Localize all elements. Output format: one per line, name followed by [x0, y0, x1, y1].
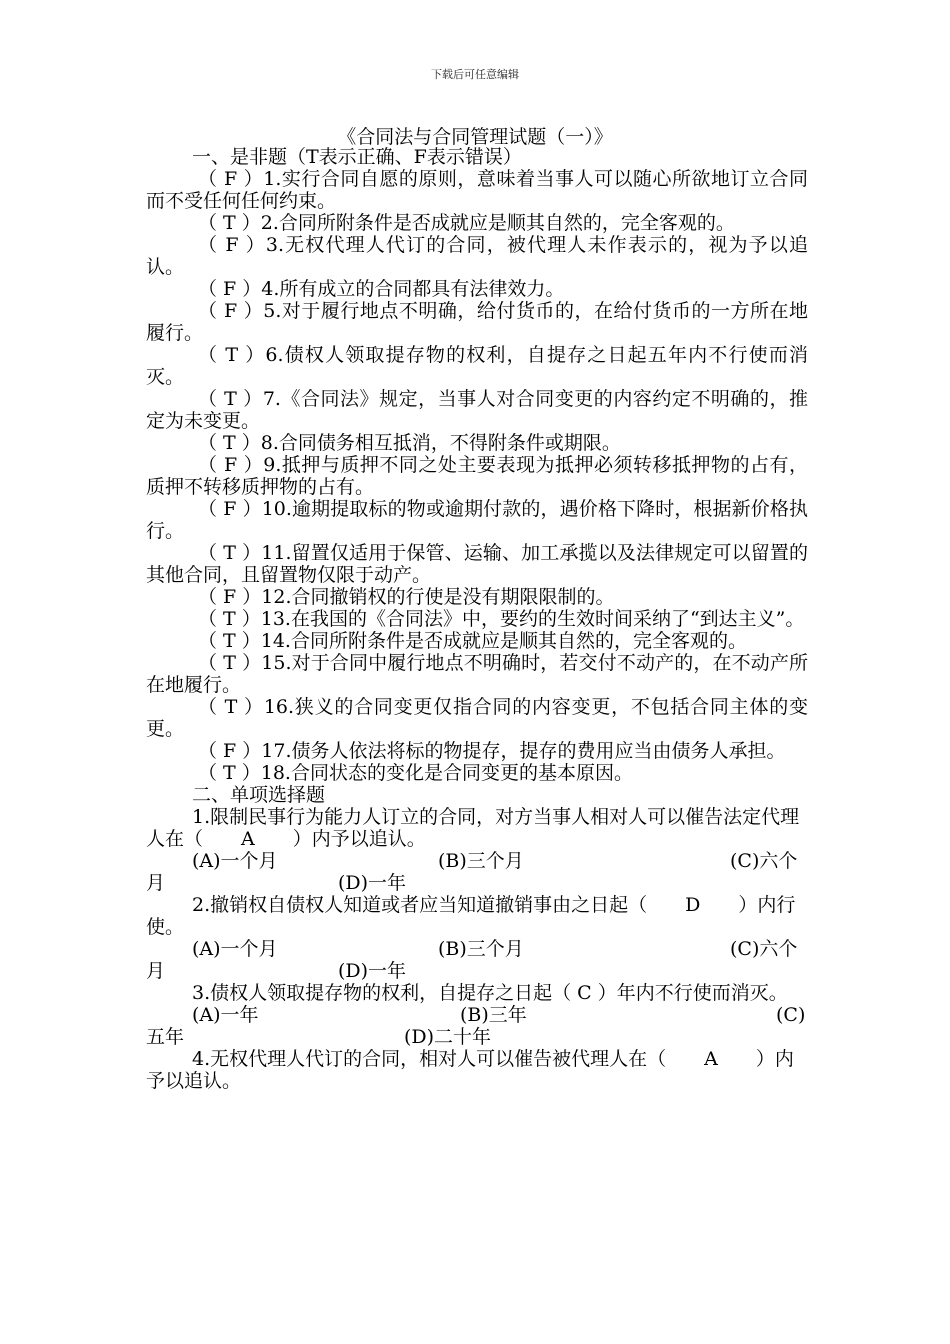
tf-item: （ T ）6.债权人领取提存物的权利，自提存之日起五年内不行使而消灭。 — [146, 344, 808, 388]
header-note: 下载后可任意编辑 — [431, 68, 519, 81]
tf-item: （ T ）16.狭义的合同变更仅指合同的内容变更，不包括合同主体的变更。 — [146, 696, 808, 740]
mc-question: 3.债权人领取提存物的权利，自提存之日起（ C ）年内不行使而消灭。 — [192, 982, 788, 1004]
tf-item: （ T ）8.合同债务相互抵消，不得附条件或期限。 — [198, 432, 621, 454]
tf-item: （ T ）2.合同所附条件是否成就应是顺其自然的，完全客观的。 — [198, 212, 735, 234]
mc-option: (D)一年 — [338, 872, 407, 894]
tf-item: （ T ）11.留置仅适用于保管、运输、加工承揽以及法律规定可以留置的其他合同，且留置物仅限于动产。 — [146, 542, 808, 586]
tf-item: （ F ）3.无权代理人代订的合同，被代理人未作表示的，视为予以追认。 — [146, 234, 808, 278]
tf-item: （ F ）10.逾期提取标的物或逾期付款的，遇价格下降时，根据新价格执行。 — [146, 498, 808, 542]
mc-question: 4.无权代理人代订的合同，相对人可以催告被代理人在（ A ）内予以追认。 — [146, 1048, 794, 1092]
mc-option: (A)一年 — [192, 1004, 259, 1026]
mc-option-wrap: 月 — [146, 872, 166, 894]
tf-item: （ F ）1.实行合同自愿的原则，意味着当事人可以随心所欲地订立合同而不受任何任何约束。 — [146, 168, 808, 212]
mc-options — [146, 1004, 808, 1048]
mc-option-wrap: 月 — [146, 960, 166, 982]
mc-question: 1.限制民事行为能力人订立的合同，对方当事人相对人可以催告法定代理人在（ A ）内予以追认。 — [146, 806, 800, 850]
mc-option: (A)一个月 — [192, 938, 278, 960]
tf-item: （ F ）9.抵押与质押不同之处主要表现为抵押必须转移抵押物的占有，质押不转移质押物的占有。 — [146, 454, 808, 498]
tf-item: （ F ）4.所有成立的合同都具有法律效力。 — [198, 278, 565, 300]
tf-item: （ F ）5.对于履行地点不明确，给付货币的，在给付货币的一方所在地履行。 — [146, 300, 808, 344]
document-title: 《合同法与合同管理试题（一）》 — [337, 126, 613, 148]
mc-option: (D)一年 — [338, 960, 407, 982]
tf-item: （ T ）14.合同所附条件是否成就应是顺其自然的，完全客观的。 — [198, 630, 747, 652]
mc-option: (B)三个月 — [438, 850, 524, 872]
document-body — [146, 146, 808, 1092]
mc-option: (C)六个 — [730, 938, 798, 960]
mc-options — [146, 938, 808, 982]
mc-options — [146, 850, 808, 894]
tf-item: （ T ）7.《合同法》规定，当事人对合同变更的内容约定不明确的，推定为未变更。 — [146, 388, 808, 432]
mc-option: (D)二十年 — [404, 1026, 492, 1048]
mc-option: (C)六个 — [730, 850, 798, 872]
mc-option: (B)三年 — [460, 1004, 527, 1026]
tf-item: （ T ）18.合同状态的变化是合同变更的基本原因。 — [198, 762, 633, 784]
mc-option: (A)一个月 — [192, 850, 278, 872]
mc-question: 2.撤销权自债权人知道或者应当知道撤销事由之日起（ D ）内行使。 — [146, 894, 796, 938]
tf-item: （ T ）13.在我国的《合同法》中，要约的生效时间采纳了“到达主义”。 — [198, 608, 805, 630]
mc-option: (C) — [776, 1004, 806, 1026]
mc-option: (B)三个月 — [438, 938, 524, 960]
tf-item: （ T ）15.对于合同中履行地点不明确时，若交付不动产的，在不动产所在地履行。 — [146, 652, 808, 696]
section2-heading: 二、单项选择题 — [192, 784, 326, 806]
tf-item: （ F ）12.合同撤销权的行使是没有期限限制的。 — [198, 586, 615, 608]
tf-item: （ F ）17.债务人依法将标的物提存，提存的费用应当由债务人承担。 — [198, 740, 786, 762]
mc-option-wrap: 五年 — [146, 1026, 185, 1048]
section1-heading: 一、是非题（T表示正确、F表示错误） — [192, 146, 522, 168]
